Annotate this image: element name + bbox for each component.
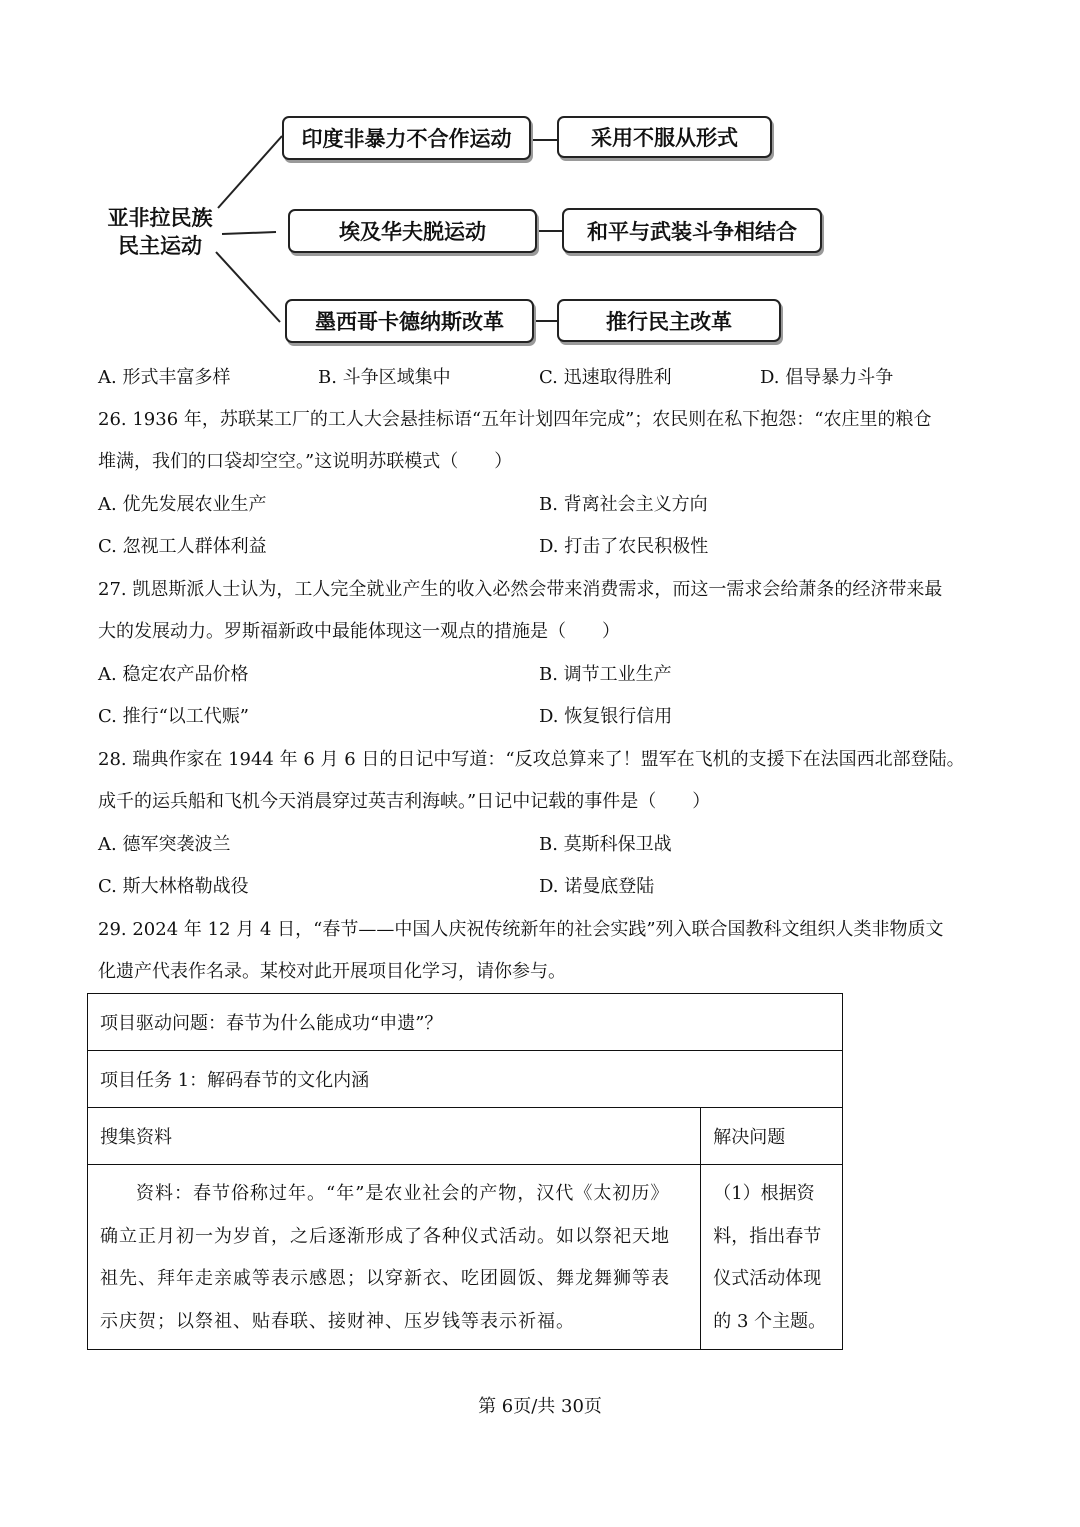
q29-stem-line1: 29. 2024 年 12 月 4 日，“春节——中国人庆祝传统新年的社会实践”列入联合国教科文组织人类非物质文 — [98, 919, 944, 940]
q26-stem-line2: 堆满，我们的口袋却空空。”这说明苏联模式（ ） — [98, 451, 513, 472]
material-cell: 资料：春节俗称过年。“年”是农业社会的产物，汉代《太初历》确立正月初一为岁首，之后逐渐形成了各种仪式活动。如以祭祀天地祖先、拜年走亲戚等表示感恩；以穿新衣、吃团圆饭、舞龙舞狮等表示庆贺；以祭祖、贴春联、接财神、压岁钱等表示祈福。 — [88, 1165, 701, 1350]
diagram-connectors — [0, 0, 1080, 360]
q25-option-c: C. 迅速取得胜利 — [539, 367, 672, 388]
q25-option-b: B. 斗争区域集中 — [318, 367, 451, 388]
q26-option-b: B. 背离社会主义方向 — [539, 494, 708, 515]
page-footer: 第 6页/共 30页 — [478, 1396, 602, 1417]
q27-option-d: D. 恢复银行信用 — [539, 706, 673, 727]
solve-header-cell: 解决问题 — [701, 1108, 843, 1165]
q27-option-c: C. 推行“以工代赈” — [98, 706, 249, 727]
q29-stem-line2: 化遗产代表作名录。某校对此开展项目化学习，请你参与。 — [98, 961, 566, 982]
movement-egypt: 埃及华夫脱运动 — [288, 209, 537, 253]
q28-option-b: B. 莫斯科保卫战 — [539, 834, 672, 855]
q26-option-c: C. 忽视工人群体利益 — [98, 536, 267, 557]
collect-header-cell: 搜集资料 — [88, 1108, 701, 1165]
movement-india: 印度非暴力不合作运动 — [282, 116, 531, 160]
q28-option-d: D. 诺曼底登陆 — [539, 876, 655, 897]
q28-stem-line2: 成千的运兵船和飞机今天消晨穿过英吉利海峡。”日记中记载的事件是（ ） — [98, 791, 711, 812]
q27-option-a: A. 稳定农产品价格 — [98, 664, 249, 685]
feature-egypt: 和平与武装斗争相结合 — [562, 208, 822, 253]
task1-cell: 项目任务 1：解码春节的文化内涵 — [88, 1051, 843, 1108]
q25-option-d: D. 倡导暴力斗争 — [760, 367, 894, 388]
q26-stem-line1: 26. 1936 年，苏联某工厂的工人大会悬挂标语“五年计划四年完成”；农民则在私下抱怨：“农庄里的粮仓 — [98, 409, 932, 430]
q25-option-a: A. 形式丰富多样 — [98, 367, 231, 388]
feature-mexico: 推行民主改革 — [557, 299, 781, 342]
movement-mexico: 墨西哥卡德纳斯改革 — [285, 299, 534, 343]
diagram-root-line2: 民主运动 — [118, 234, 202, 258]
q27-option-b: B. 调节工业生产 — [539, 664, 672, 685]
q27-stem-line2: 大的发展动力。罗斯福新政中最能体现这一观点的措施是（ ） — [98, 621, 620, 642]
q28-option-a: A. 德军突袭波兰 — [98, 834, 231, 855]
question-cell: （1）根据资料，指出春节仪式活动体现的 3 个主题。 — [701, 1165, 843, 1350]
diagram-root-line1: 亚非拉民族 — [107, 206, 213, 230]
q26-option-d: D. 打击了农民积极性 — [539, 536, 709, 557]
q28-option-c: C. 斯大林格勒战役 — [98, 876, 249, 897]
feature-india: 采用不服从形式 — [557, 116, 772, 158]
q28-stem-line1: 28. 瑞典作家在 1944 年 6 月 6 日的日记中写道：“反攻总算来了！盟军在飞机的支援下在法国西北部登陆。 — [98, 749, 965, 770]
q26-option-a: A. 优先发展农业生产 — [98, 494, 267, 515]
diagram-root — [98, 204, 222, 260]
project-table — [87, 993, 843, 1350]
driving-question-cell: 项目驱动问题：春节为什么能成功“申遗”？ — [88, 994, 843, 1051]
q27-stem-line1: 27. 凯恩斯派人士认为，工人完全就业产生的收入必然会带来消费需求，而这一需求会给萧条的经济带来最 — [98, 579, 943, 600]
